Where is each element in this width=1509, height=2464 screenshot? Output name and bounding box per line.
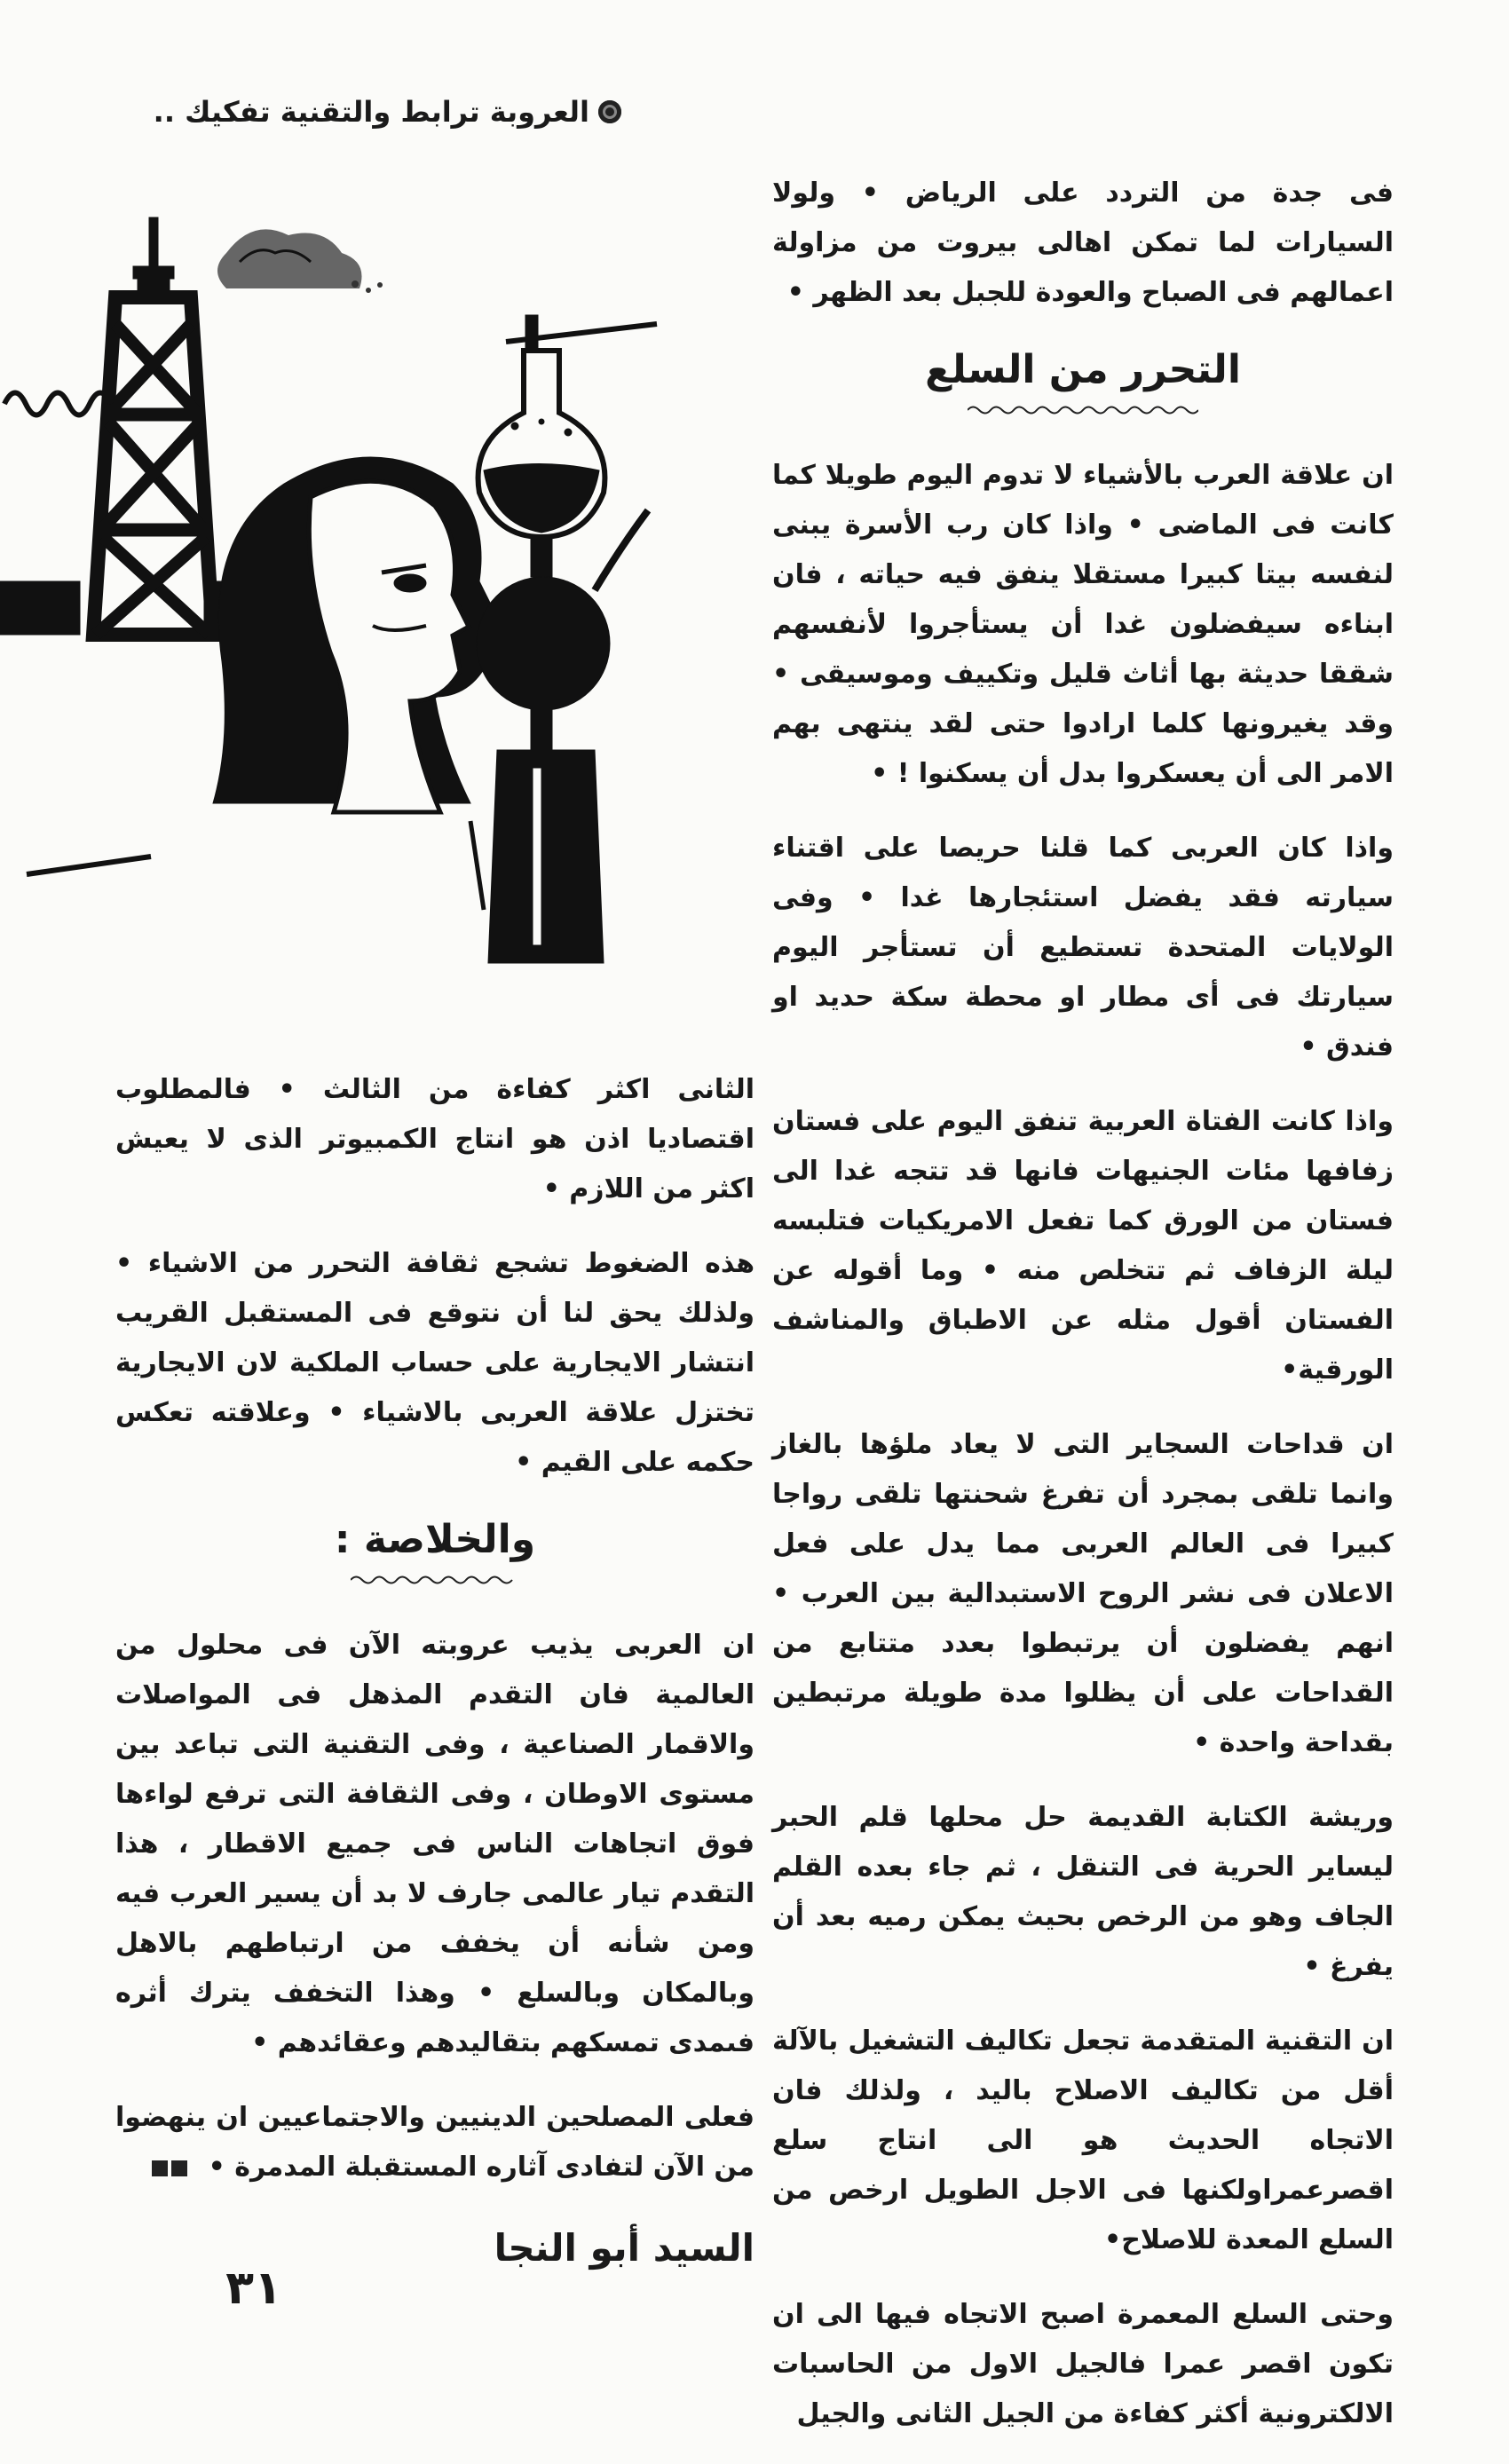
cloud-icon xyxy=(217,229,383,293)
illustration xyxy=(0,200,710,999)
intro-paragraph: فى جدة من التردد على الرياض • ولولا السيارات لما تمكن اهالى بيروت من مزاولة اعمالهم فى الصباح والعودة للجبل بعد الظهر • xyxy=(772,178,1394,308)
paragraph: ان التقنية المتقدمة تجعل تكاليف التشغيل بالآلة أقل من تكاليف الاصلاح باليد ، ولذلك فان الاتجاه الحديث هو الى انتاج سلع اقصرعمراولكنها فى الاجل الطويل ارخص من السلع المعدة للاصلاح• xyxy=(772,2026,1394,2255)
paragraph: ان قداحات السجاير التى لا يعاد ملؤها بالغاز وانما تلقى بمجرد أن تفرغ شحنتها تلقى رواجا كبيرا فى العالم العربى مما يدل على فعل الاعلان فى نشر الروح الاستبدالية بين العرب • انهم يفضلون أن يرتبطوا بعدد متتابع من القداحات على أن يظلوا مدة طويلة مرتبطين بقداحة واحدة • xyxy=(772,1429,1394,1758)
paragraph: واذا كانت الفتاة العربية تنفق اليوم على فستان زفافها مئات الجنيهات فانها قد تتجه غدا الى فستان من الورق كما تفعل الامريكيات فتلبسه ليلة الزفاف ثم تتخلص منه • وما أقوله عن الفستان أقول مثله عن الاطباق والمناشف الورقية• xyxy=(772,1106,1394,1386)
wavy-rule xyxy=(968,403,1198,417)
page-number: ٣١ xyxy=(225,2262,282,2315)
end-marks-icon xyxy=(148,2144,187,2193)
paragraph: وريشة الكتابة القديمة حل محلها قلم الحبر ليساير الحرية فى التنقل ، ثم جاء بعده القلم الجاف وهو من الرخص بحيث يمكن رميه بعد أن يفرغ • xyxy=(772,1802,1394,1982)
paragraph: هذه الضغوط تشجع ثقافة التحرر من الاشياء • ولذلك يحق لنا أن نتوقع فى المستقبل القريب انتشار الايجارية على حساب الملكية لان الايجارية تختزل علاقة العربى بالاشياء • وعلاقته تعكس حكمه على القيم • xyxy=(115,1248,754,1478)
paragraph: واذا كان العربى كما قلنا حريصا على اقتناء سيارته فقد يفضل استئجارها غدا • وفى الولايات المتحدة تستطيع أن تستأجر اليوم سيارتك فى أى مطار او محطة سكة حديد او فندق • xyxy=(772,833,1394,1062)
paragraph: ان العربى يذيب عروبته الآن فى محلول من العالمية فان التقدم المذهل فى المواصلات والاقمار الصناعية ، وفى التقنية التى تباعد بين مستوى الاوطان ، وفى الثقافة التى ترفع لواءها فوق اتجاهات الناس فى جميع الاقطار ، هذا التقدم تيار عالمى جارف لا بد أن يسير العرب فيه ومن شأنه أن يخفف من ارتباطهم بالاهل وبالمكان وبالسلع • وهذا التخفف يترك أثره فىمدى تمسكهم بتقاليدهم وعقائدهم • xyxy=(115,1630,754,2058)
section-heading: التحرر من السلع xyxy=(925,347,1241,392)
left-column xyxy=(115,1065,754,2273)
bullet-icon xyxy=(598,100,621,123)
paragraph: ان علاقة العرب بالأشياء لا تدوم اليوم طويلا كما كانت فى الماضى • واذا كان رب الأسرة يبنى لنفسه بيتا كبيرا مستقلا ينفق فيه حياته ، فان ابناءه سيفضلون غدا أن يستأجروا لأنفسهم شققا حديثة بها أثاث قليل وتكييف وموسيقى • وقد يغيرونها كلما ارادوا حتى لقد ينتهى بهم الامر الى أن يعسكروا بدل أن يسكنوا ! • xyxy=(772,460,1394,789)
wavy-rule xyxy=(351,1573,519,1587)
flask-icon xyxy=(477,315,657,963)
paragraph: الثانى اكثر كفاءة من الثالث • فالمطلوب اقتصاديا اذن هو انتاج الكمبيوتر الذى لا يعيش اكثر من اللازم • xyxy=(115,1074,754,1204)
paragraph-final xyxy=(115,2093,754,2193)
right-column xyxy=(772,169,1394,2464)
author-name: السيد أبو النجا xyxy=(494,2225,754,2270)
oil-derrick-icon xyxy=(0,217,257,635)
final-sentence: فعلى المصلحين الدينيين والاجتماعيين ان ينهضوا من الآن لتفادى آثاره المستقبلة المدمرة • xyxy=(115,2102,754,2183)
running-head xyxy=(107,85,621,138)
running-head-text: العروبة ترابط والتقنية تفكيك .. xyxy=(153,95,589,129)
paragraph: وحتى السلع المعمرة اصبح الاتجاه فيها الى ان تكون اقصر عمرا فالجيل الاول من الحاسبات الالكترونية أكثر كفاءة من الجيل الثانى والجيل xyxy=(772,2299,1394,2429)
conclusion-heading: والخلاصة : xyxy=(334,1517,536,1562)
